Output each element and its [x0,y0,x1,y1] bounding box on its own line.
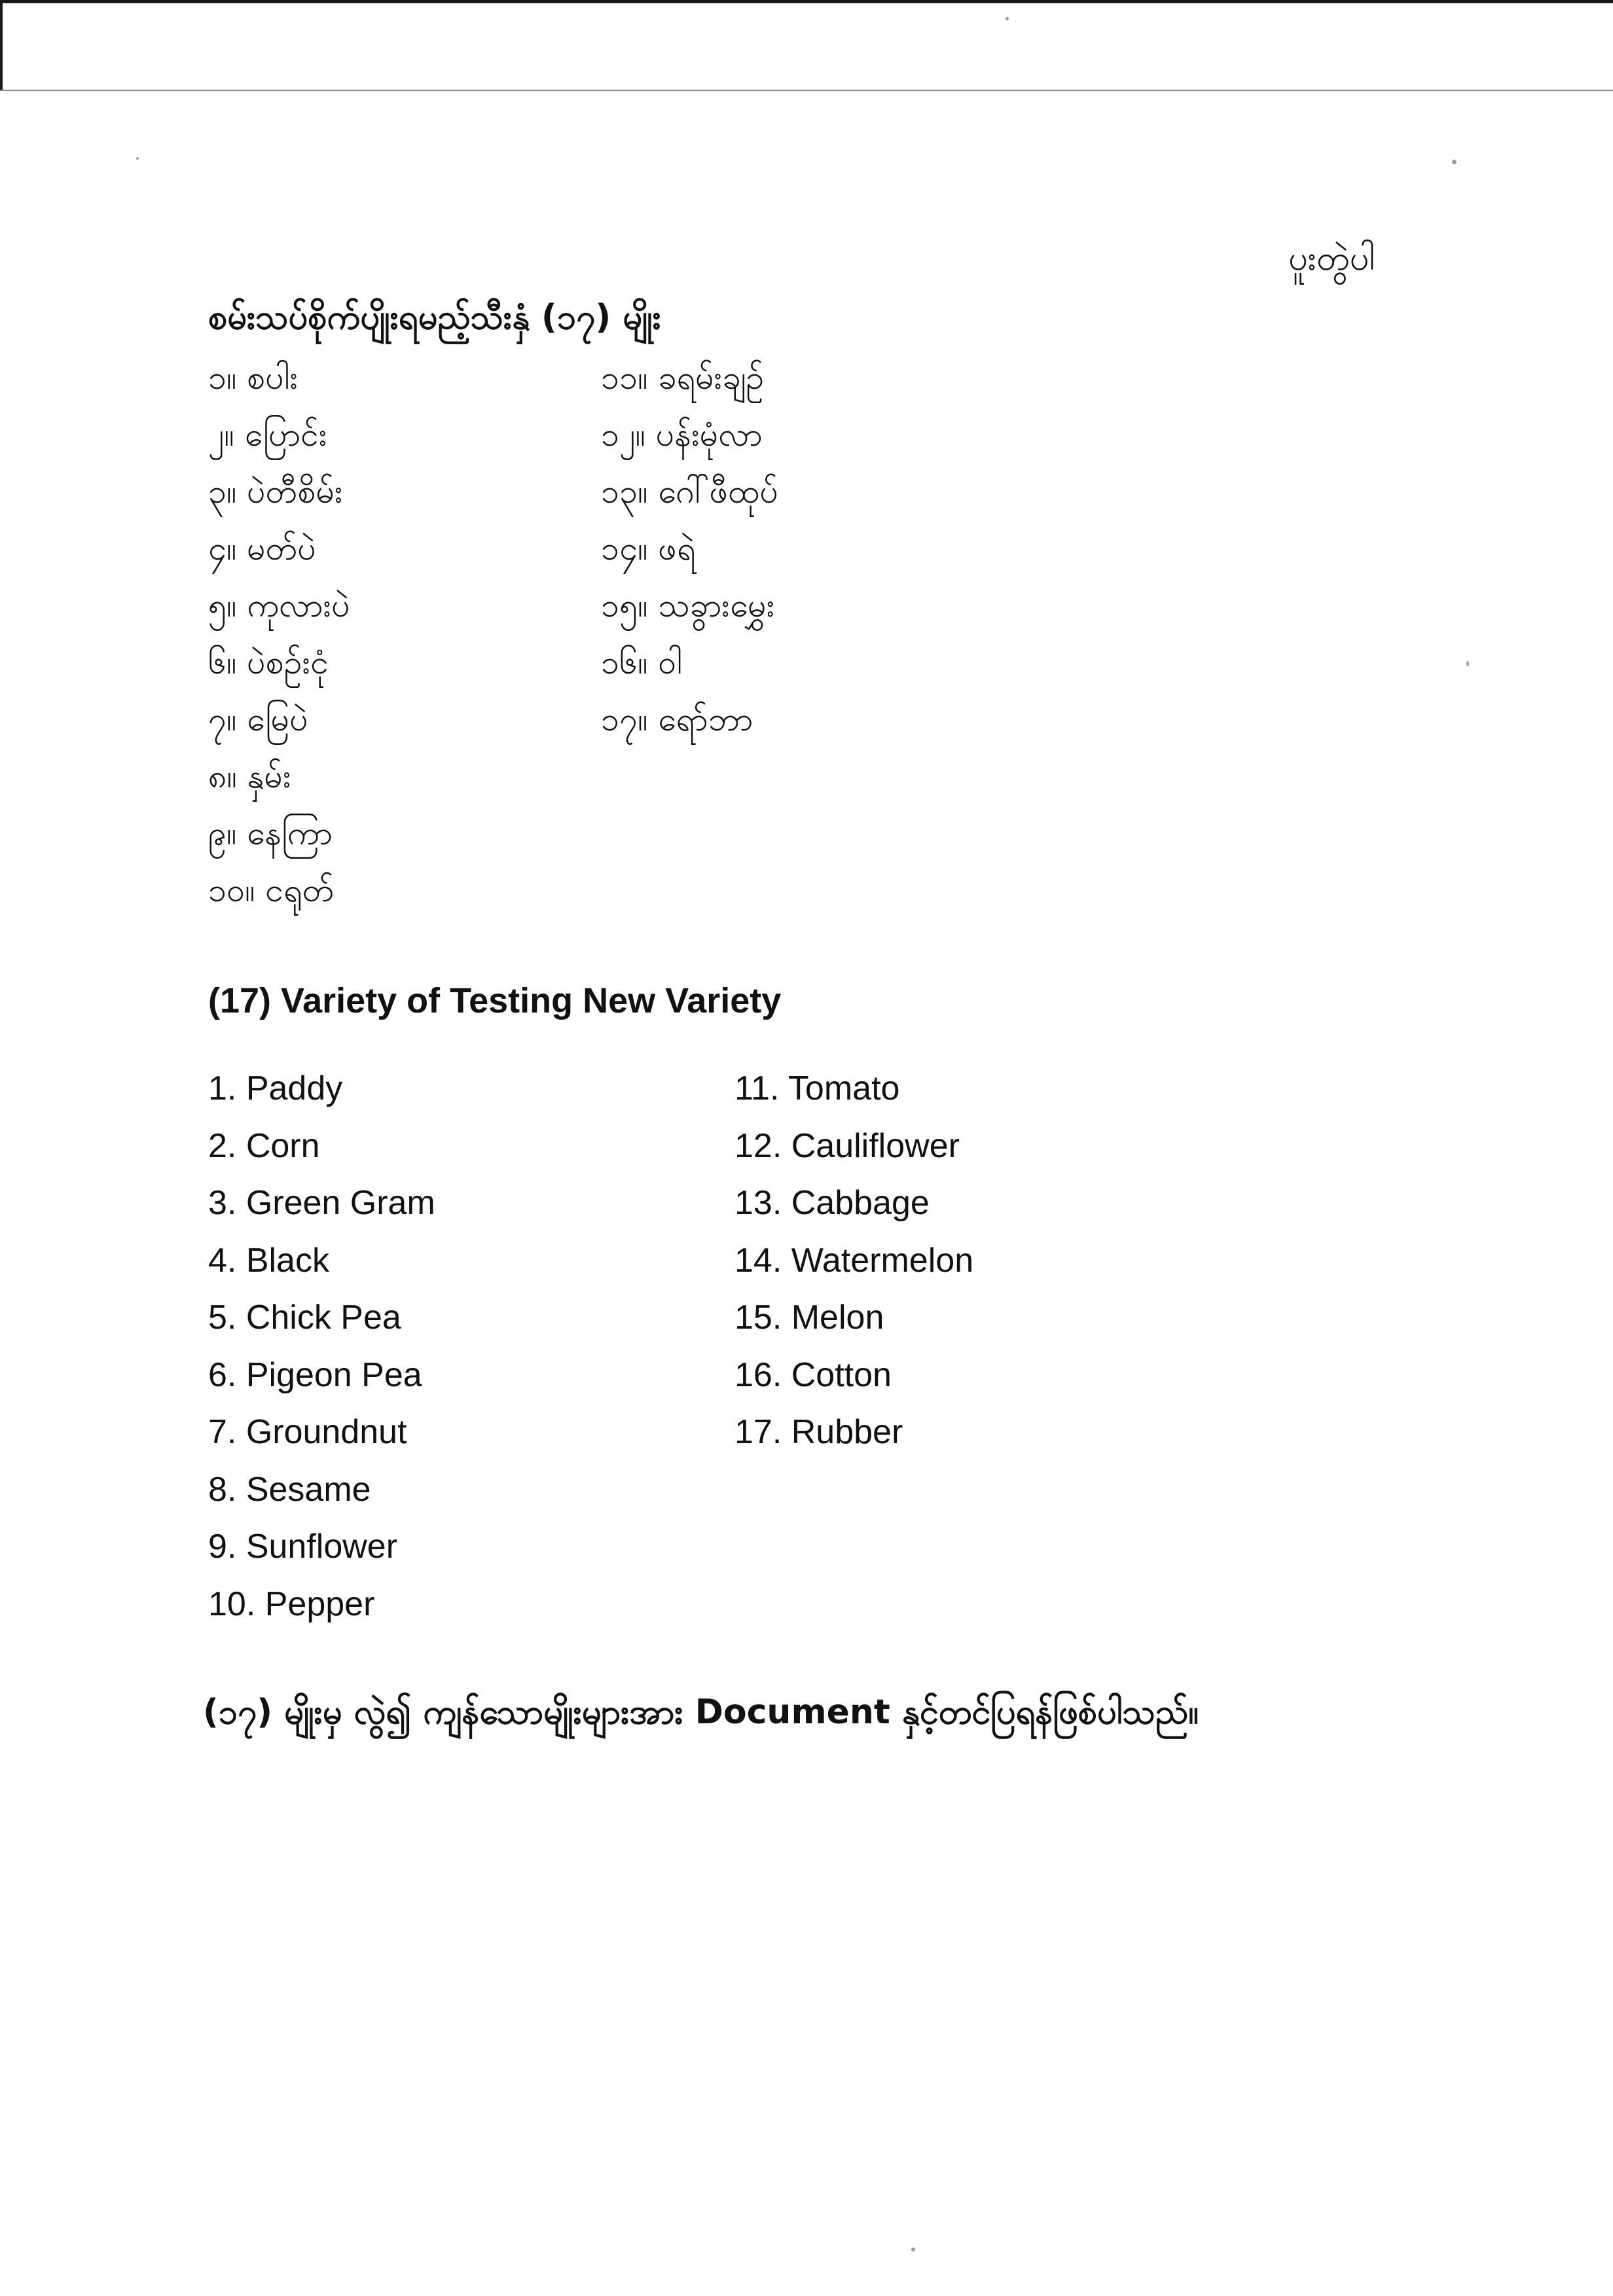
list-item: ၁၂။ ပန်းမုံလာ [601,416,763,454]
myanmar-list-title: စမ်းသပ်စိုက်ပျိုးရမည့်သီးနှံ (၁၇) မျိုး [208,298,661,337]
list-item: ၁။ စပါး [208,359,299,397]
myanmar-list-right [601,350,778,748]
list-item: 11. Tomato [734,1069,900,1107]
list-item: 9. Sunflower [208,1528,398,1566]
list-item: 1. Paddy [208,1069,343,1107]
english-list-left [208,1060,435,1633]
list-item: 7. Groundnut [208,1413,407,1451]
list-item: 2. Corn [208,1126,320,1165]
scan-top-edge [0,0,1613,3]
list-item: ၁၀။ ငရုတ် [208,871,335,909]
scan-speck [911,2248,915,2251]
list-item: ၆။ ပဲစဉ်းငုံ [208,643,329,681]
list-item: 17. Rubber [734,1413,903,1451]
list-item: 14. Watermelon [734,1241,974,1280]
list-item: 13. Cabbage [734,1184,930,1222]
list-item: ၃။ ပဲတီစိမ်း [208,473,343,511]
scan-speck [1466,661,1469,666]
list-item: ၁၆။ ဝါ [601,643,682,681]
list-item: ၂။ ပြောင်း [208,416,327,454]
footer-instruction: (၁၇) မျိုးမှ လွဲ၍ ကျန်သောမျိုးများအား Document နှင့်တင်ပြရန်ဖြစ်ပါသည်။ [203,1693,1199,1732]
scan-strip-divider [0,90,1613,91]
list-item: 6. Pigeon Pea [208,1355,422,1394]
list-item: ၁၇။ ရော်ဘာ [601,700,753,738]
list-item: ၅။ ကုလားပဲ [208,586,350,624]
scan-speck [1452,160,1457,164]
list-item: 4. Black [208,1241,329,1280]
scan-header-strip [0,0,1613,92]
list-item: ၇။ မြေပဲ [208,700,308,738]
list-item: ၄။ မတ်ပဲ [208,529,316,567]
list-item: 3. Green Gram [208,1184,435,1222]
list-item: ၁၅။ သခွားမွှေး [601,586,775,624]
english-list-right [734,1060,973,1462]
list-item: 5. Chick Pea [208,1299,401,1336]
scan-left-edge [0,0,3,90]
myanmar-list-left [208,350,350,919]
scan-speck [136,157,139,160]
list-item: 12. Cauliflower [734,1126,960,1165]
list-item: 10. Pepper [208,1585,375,1623]
list-item: 16. Cotton [734,1355,892,1394]
list-item: ၁၃။ ဂေါ်ဖီထုပ် [601,473,778,511]
list-item: 15. Melon [734,1299,884,1336]
list-item: 8. Sesame [208,1470,371,1509]
scan-speck [1006,17,1009,20]
list-item: ၁၄။ ဖရဲ [601,529,696,567]
list-item: ၉။ နေကြာ [208,814,333,852]
attachment-note: ပူးတွဲပါ [1288,239,1375,278]
english-list-title: (17) Variety of Testing New Variety [208,981,782,1020]
list-item: ၈။ နှမ်း [208,757,291,795]
list-item: ၁၁။ ခရမ်းချဉ် [601,359,765,397]
